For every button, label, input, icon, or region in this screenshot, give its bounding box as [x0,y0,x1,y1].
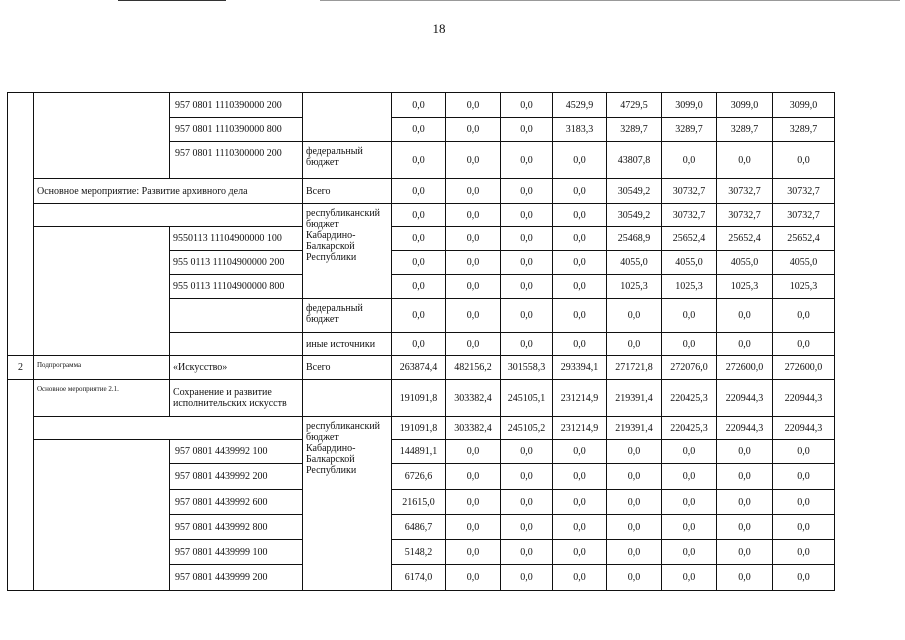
value-cell: 0,0 [446,490,501,515]
value-cell: 3289,7 [773,118,835,142]
value-cell: 0,0 [501,333,553,356]
value-cell: 0,0 [446,204,501,227]
value-cell: 3099,0 [773,93,835,118]
value-cell: 0,0 [662,515,717,540]
value-cell: 0,0 [553,540,607,565]
table-row [8,227,835,251]
value-cell: 25652,4 [662,227,717,251]
value-cell: 272600,0 [717,356,773,380]
value-cell: 0,0 [607,333,662,356]
value-cell: 293394,1 [553,356,607,380]
value-cell: 25652,4 [717,227,773,251]
value-cell: 220425,3 [662,380,717,417]
value-cell: 231214,9 [553,417,607,440]
value-cell: 21615,0 [392,490,446,515]
value-cell: 30549,2 [607,179,662,204]
value-cell: 3099,0 [662,93,717,118]
value-cell: 3289,7 [717,118,773,142]
subprogram-name: «Искусство» [170,356,303,380]
scan-artifact-line [320,0,900,1]
value-cell: 0,0 [392,118,446,142]
value-cell: 0,0 [773,565,835,591]
value-cell: 1025,3 [607,275,662,299]
value-cell: 0,0 [446,118,501,142]
value-cell: 0,0 [607,515,662,540]
value-cell: 30732,7 [662,179,717,204]
table-row [8,380,835,417]
value-cell: 3289,7 [662,118,717,142]
value-cell: 220944,3 [773,380,835,417]
value-cell: 219391,4 [607,380,662,417]
value-cell: 3289,7 [607,118,662,142]
source-cell: иные источники [303,333,392,356]
source-cell: федеральный бюджет [303,142,392,179]
value-cell: 0,0 [553,490,607,515]
empty-cell [34,440,170,591]
value-cell: 0,0 [501,515,553,540]
value-cell: 1025,3 [662,275,717,299]
value-cell: 0,0 [553,142,607,179]
value-cell: 0,0 [773,142,835,179]
index-cell [8,380,34,591]
value-cell: 0,0 [607,464,662,490]
value-cell: 0,0 [501,251,553,275]
page-number: 18 [432,21,446,36]
value-cell: 0,0 [501,299,553,333]
kbk-cell: 957 0801 4439992 800 [170,515,303,540]
value-cell: 0,0 [607,490,662,515]
value-cell: 6486,7 [392,515,446,540]
value-cell: 4055,0 [662,251,717,275]
scan-artifact-line [118,0,226,1]
value-cell: 191091,8 [392,417,446,440]
source-cell: федеральный бюджет [303,299,392,333]
value-cell: 245105,2 [501,417,553,440]
kbk-cell: 957 0801 4439992 200 [170,464,303,490]
value-cell: 0,0 [446,179,501,204]
source-cell [303,380,392,417]
value-cell: 5148,2 [392,540,446,565]
value-cell: 0,0 [553,565,607,591]
value-cell: 0,0 [662,333,717,356]
value-cell: 0,0 [392,251,446,275]
value-cell: 1025,3 [717,275,773,299]
value-cell: 0,0 [446,464,501,490]
value-cell: 0,0 [717,565,773,591]
value-cell: 0,0 [662,464,717,490]
value-cell: 245105,1 [501,380,553,417]
value-cell: 0,0 [773,464,835,490]
value-cell: 0,0 [446,299,501,333]
value-cell: 0,0 [773,299,835,333]
empty-cell [34,227,170,356]
value-cell: 0,0 [446,440,501,464]
value-cell: 0,0 [501,540,553,565]
value-cell: 30732,7 [773,204,835,227]
table-row [8,417,835,440]
value-cell: 0,0 [607,299,662,333]
value-cell: 4529,9 [553,93,607,118]
row-label: Основное мероприятие 2.1. [34,380,170,417]
table-row [8,93,835,118]
value-cell: 0,0 [553,515,607,540]
value-cell: 0,0 [717,464,773,490]
value-cell: 301558,3 [501,356,553,380]
value-cell: 0,0 [392,93,446,118]
empty-cell [170,333,303,356]
value-cell: 0,0 [501,275,553,299]
value-cell: 272076,0 [662,356,717,380]
value-cell: 0,0 [446,227,501,251]
index-cell [8,93,34,356]
value-cell: 0,0 [773,515,835,540]
value-cell: 0,0 [501,565,553,591]
value-cell: 0,0 [662,565,717,591]
value-cell: 220425,3 [662,417,717,440]
value-cell: 4055,0 [607,251,662,275]
value-cell: 0,0 [446,275,501,299]
value-cell: 43807,8 [607,142,662,179]
value-cell: 0,0 [553,333,607,356]
value-cell: 303382,4 [446,417,501,440]
value-cell: 30732,7 [717,179,773,204]
table-row [8,179,835,204]
value-cell: 0,0 [553,251,607,275]
value-cell: 144891,1 [392,440,446,464]
value-cell: 25468,9 [607,227,662,251]
value-cell: 3099,0 [717,93,773,118]
value-cell: 0,0 [553,204,607,227]
value-cell: 0,0 [392,275,446,299]
value-cell: 0,0 [446,93,501,118]
value-cell: 0,0 [446,333,501,356]
value-cell: 0,0 [392,142,446,179]
source-cell: республиканский бюджет Кабардино-Балкарской Республики [303,204,392,299]
value-cell: 0,0 [553,275,607,299]
value-cell: 0,0 [392,299,446,333]
value-cell: 219391,4 [607,417,662,440]
kbk-cell: 9550113 11104900000 100 [170,227,303,251]
value-cell: 0,0 [773,440,835,464]
value-cell: 3183,3 [553,118,607,142]
value-cell: 0,0 [662,440,717,464]
value-cell: 0,0 [553,227,607,251]
value-cell: 30732,7 [717,204,773,227]
value-cell: 0,0 [501,179,553,204]
empty-cell [170,299,303,333]
value-cell: 0,0 [717,515,773,540]
kbk-cell: 957 0801 1110390000 800 [170,118,303,142]
kbk-cell: 957 0801 1110390000 200 [170,93,303,118]
kbk-cell: 957 0801 1110300000 200 [170,142,303,179]
kbk-cell: 957 0801 4439999 200 [170,565,303,591]
value-cell: 0,0 [501,490,553,515]
value-cell: 0,0 [607,440,662,464]
value-cell: 0,0 [662,540,717,565]
value-cell: 0,0 [553,440,607,464]
value-cell: 0,0 [392,179,446,204]
title-cell [34,93,170,179]
kbk-cell: 955 0113 11104900000 800 [170,275,303,299]
value-cell: 0,0 [717,142,773,179]
value-cell: 0,0 [501,204,553,227]
value-cell: 0,0 [717,333,773,356]
source-cell: республиканский бюджет Кабардино-Балкарской Республики [303,417,392,591]
value-cell: 4055,0 [717,251,773,275]
value-cell: 0,0 [662,142,717,179]
value-cell: 0,0 [773,490,835,515]
source-cell [303,93,392,142]
value-cell: 0,0 [717,490,773,515]
value-cell: 0,0 [392,227,446,251]
value-cell: 0,0 [717,299,773,333]
value-cell: 220944,3 [717,380,773,417]
value-cell: 6726,6 [392,464,446,490]
value-cell: 0,0 [446,251,501,275]
value-cell: 0,0 [501,440,553,464]
value-cell: 0,0 [392,333,446,356]
source-cell: Всего [303,179,392,204]
value-cell: 30732,7 [773,179,835,204]
value-cell: 0,0 [501,227,553,251]
value-cell: 4729,5 [607,93,662,118]
value-cell: 0,0 [553,299,607,333]
value-cell: 220944,3 [717,417,773,440]
value-cell: 272600,0 [773,356,835,380]
table-row [8,204,835,227]
table-row [8,356,835,380]
value-cell: 1025,3 [773,275,835,299]
row-index: 2 [8,356,34,380]
table-row [8,440,835,464]
value-cell: 0,0 [446,565,501,591]
value-cell: 231214,9 [553,380,607,417]
value-cell: 30732,7 [662,204,717,227]
row-label: Подпрограмма [34,356,170,380]
kbk-cell: 955 0113 11104900000 200 [170,251,303,275]
budget-table [7,92,835,591]
value-cell: 0,0 [553,464,607,490]
value-cell: 271721,8 [607,356,662,380]
event-name: Сохранение и развитие исполнительских искусств [170,380,303,417]
value-cell: 6174,0 [392,565,446,591]
value-cell: 0,0 [607,565,662,591]
value-cell: 0,0 [392,204,446,227]
value-cell: 0,0 [717,440,773,464]
value-cell: 0,0 [662,299,717,333]
value-cell: 0,0 [446,515,501,540]
value-cell: 263874,4 [392,356,446,380]
value-cell: 0,0 [446,540,501,565]
value-cell: 0,0 [717,540,773,565]
value-cell: 0,0 [773,540,835,565]
empty-cell [34,204,303,227]
kbk-cell: 957 0801 4439992 600 [170,490,303,515]
kbk-cell: 957 0801 4439999 100 [170,540,303,565]
value-cell: 303382,4 [446,380,501,417]
event-title: Основное мероприятие: Развитие архивного дела [34,179,303,204]
value-cell: 0,0 [501,464,553,490]
value-cell: 25652,4 [773,227,835,251]
value-cell: 0,0 [662,490,717,515]
value-cell: 0,0 [446,142,501,179]
value-cell: 0,0 [607,540,662,565]
value-cell: 0,0 [501,118,553,142]
kbk-cell: 957 0801 4439992 100 [170,440,303,464]
value-cell: 0,0 [501,142,553,179]
value-cell: 191091,8 [392,380,446,417]
source-cell: Всего [303,356,392,380]
value-cell: 30549,2 [607,204,662,227]
value-cell: 0,0 [773,333,835,356]
value-cell: 4055,0 [773,251,835,275]
value-cell: 220944,3 [773,417,835,440]
value-cell: 482156,2 [446,356,501,380]
empty-cell [34,417,303,440]
value-cell: 0,0 [553,179,607,204]
value-cell: 0,0 [501,93,553,118]
